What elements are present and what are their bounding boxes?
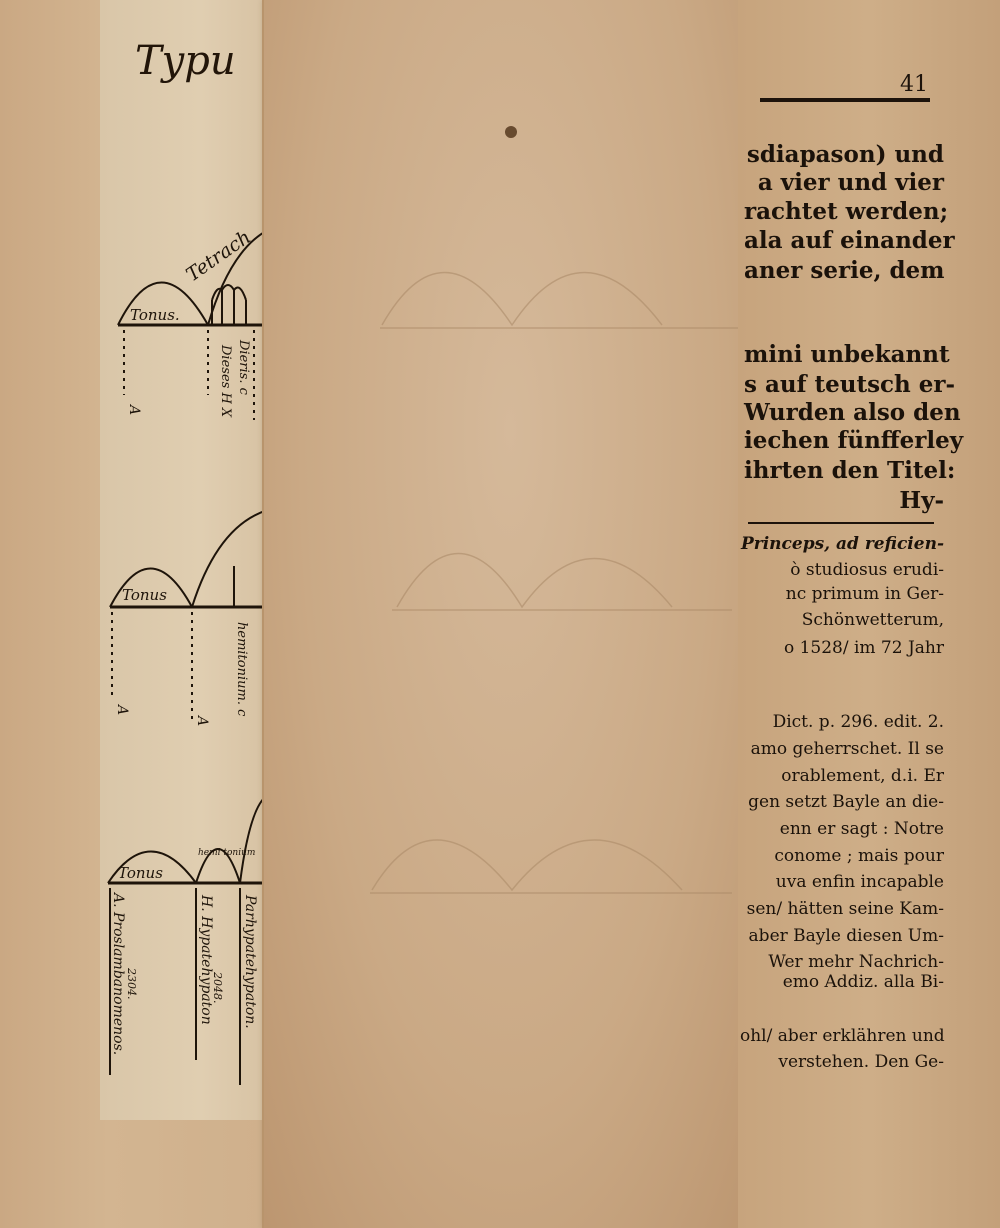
text-line: a vier und vier (757, 169, 944, 196)
label-a-1: A (126, 405, 142, 416)
label-tonus-1: Tonus. (130, 306, 180, 324)
text-line: emo Addiz. alla Bi- (782, 972, 944, 992)
text-line: gen setzt Bayle an die- (748, 792, 944, 812)
text-line: Dict. p. 296. edit. 2. (772, 712, 944, 732)
text-line: conome ; mais pour (774, 846, 944, 866)
label-hemitonium: hemitonium. c (234, 622, 249, 717)
text-line: s auf teutsch er- (744, 371, 956, 398)
label-hypatehypaton: H. Hypatehypaton (198, 895, 214, 1025)
label-a-3: A (194, 716, 210, 727)
tonus-diagrams (100, 0, 268, 1120)
label-tetrach: Tetrach (182, 225, 255, 287)
text-line: aber Bayle diesen Um- (748, 926, 944, 946)
text-line: mini unbekannt (744, 341, 950, 368)
text-line: sdiapason) und (746, 141, 944, 168)
label-dieses-top: Dieris. c (236, 340, 251, 395)
text-line: Schönwetterum, (801, 610, 944, 630)
text-line: ihrten den Titel: (744, 457, 956, 484)
label-hemitonium-small: hemi tonium (198, 848, 256, 858)
text-line: ohl/ aber erklähren und (740, 1026, 945, 1046)
script-heading: Typu (135, 38, 236, 84)
text-line: Wurden also den (744, 399, 961, 426)
text-line: ò studiosus erudi- (790, 560, 944, 580)
label-proslambanomenos: A. Proslambanomenos. (110, 893, 126, 1056)
text-line: nc primum in Ger- (785, 584, 944, 604)
header-rule (760, 98, 930, 102)
text-line: Princeps, ad reficien- (740, 534, 944, 554)
text-line: amo geherrschet. Il se (750, 739, 944, 759)
label-2048: 2048. (211, 972, 224, 1004)
text-line: verstehen. Den Ge- (778, 1052, 944, 1072)
label-2304: 2304. (125, 968, 138, 1000)
text-line: uva enfin incapable (775, 872, 944, 892)
ink-stain (505, 126, 517, 138)
text-line: o 1528/ im 72 Jahr (783, 638, 944, 658)
text-line: Wer mehr Nachrich- (768, 952, 944, 972)
label-dieses: Dieses H X (218, 345, 233, 418)
text-line: Hy- (899, 487, 944, 514)
footnote-divider (748, 522, 934, 524)
text-line: ala auf einander (744, 227, 955, 254)
text-line: enn er sagt : Notre (779, 819, 944, 839)
text-line: orablement, d.i. Er (781, 766, 944, 786)
label-tonus-3: Tonus (118, 864, 163, 882)
text-line: iechen fünfferley (744, 427, 964, 454)
text-line: rachtet werden; (744, 198, 949, 225)
label-parhypate: Parhypatehypaton. (242, 895, 258, 1029)
label-tonus-2: Tonus (122, 586, 167, 604)
page-number: 41 (900, 72, 928, 97)
text-line: aner serie, dem (744, 257, 945, 284)
text-line: sen/ hätten seine Kam- (746, 899, 944, 919)
label-a-2: A (114, 705, 130, 716)
show-through-arcs (262, 0, 754, 1228)
